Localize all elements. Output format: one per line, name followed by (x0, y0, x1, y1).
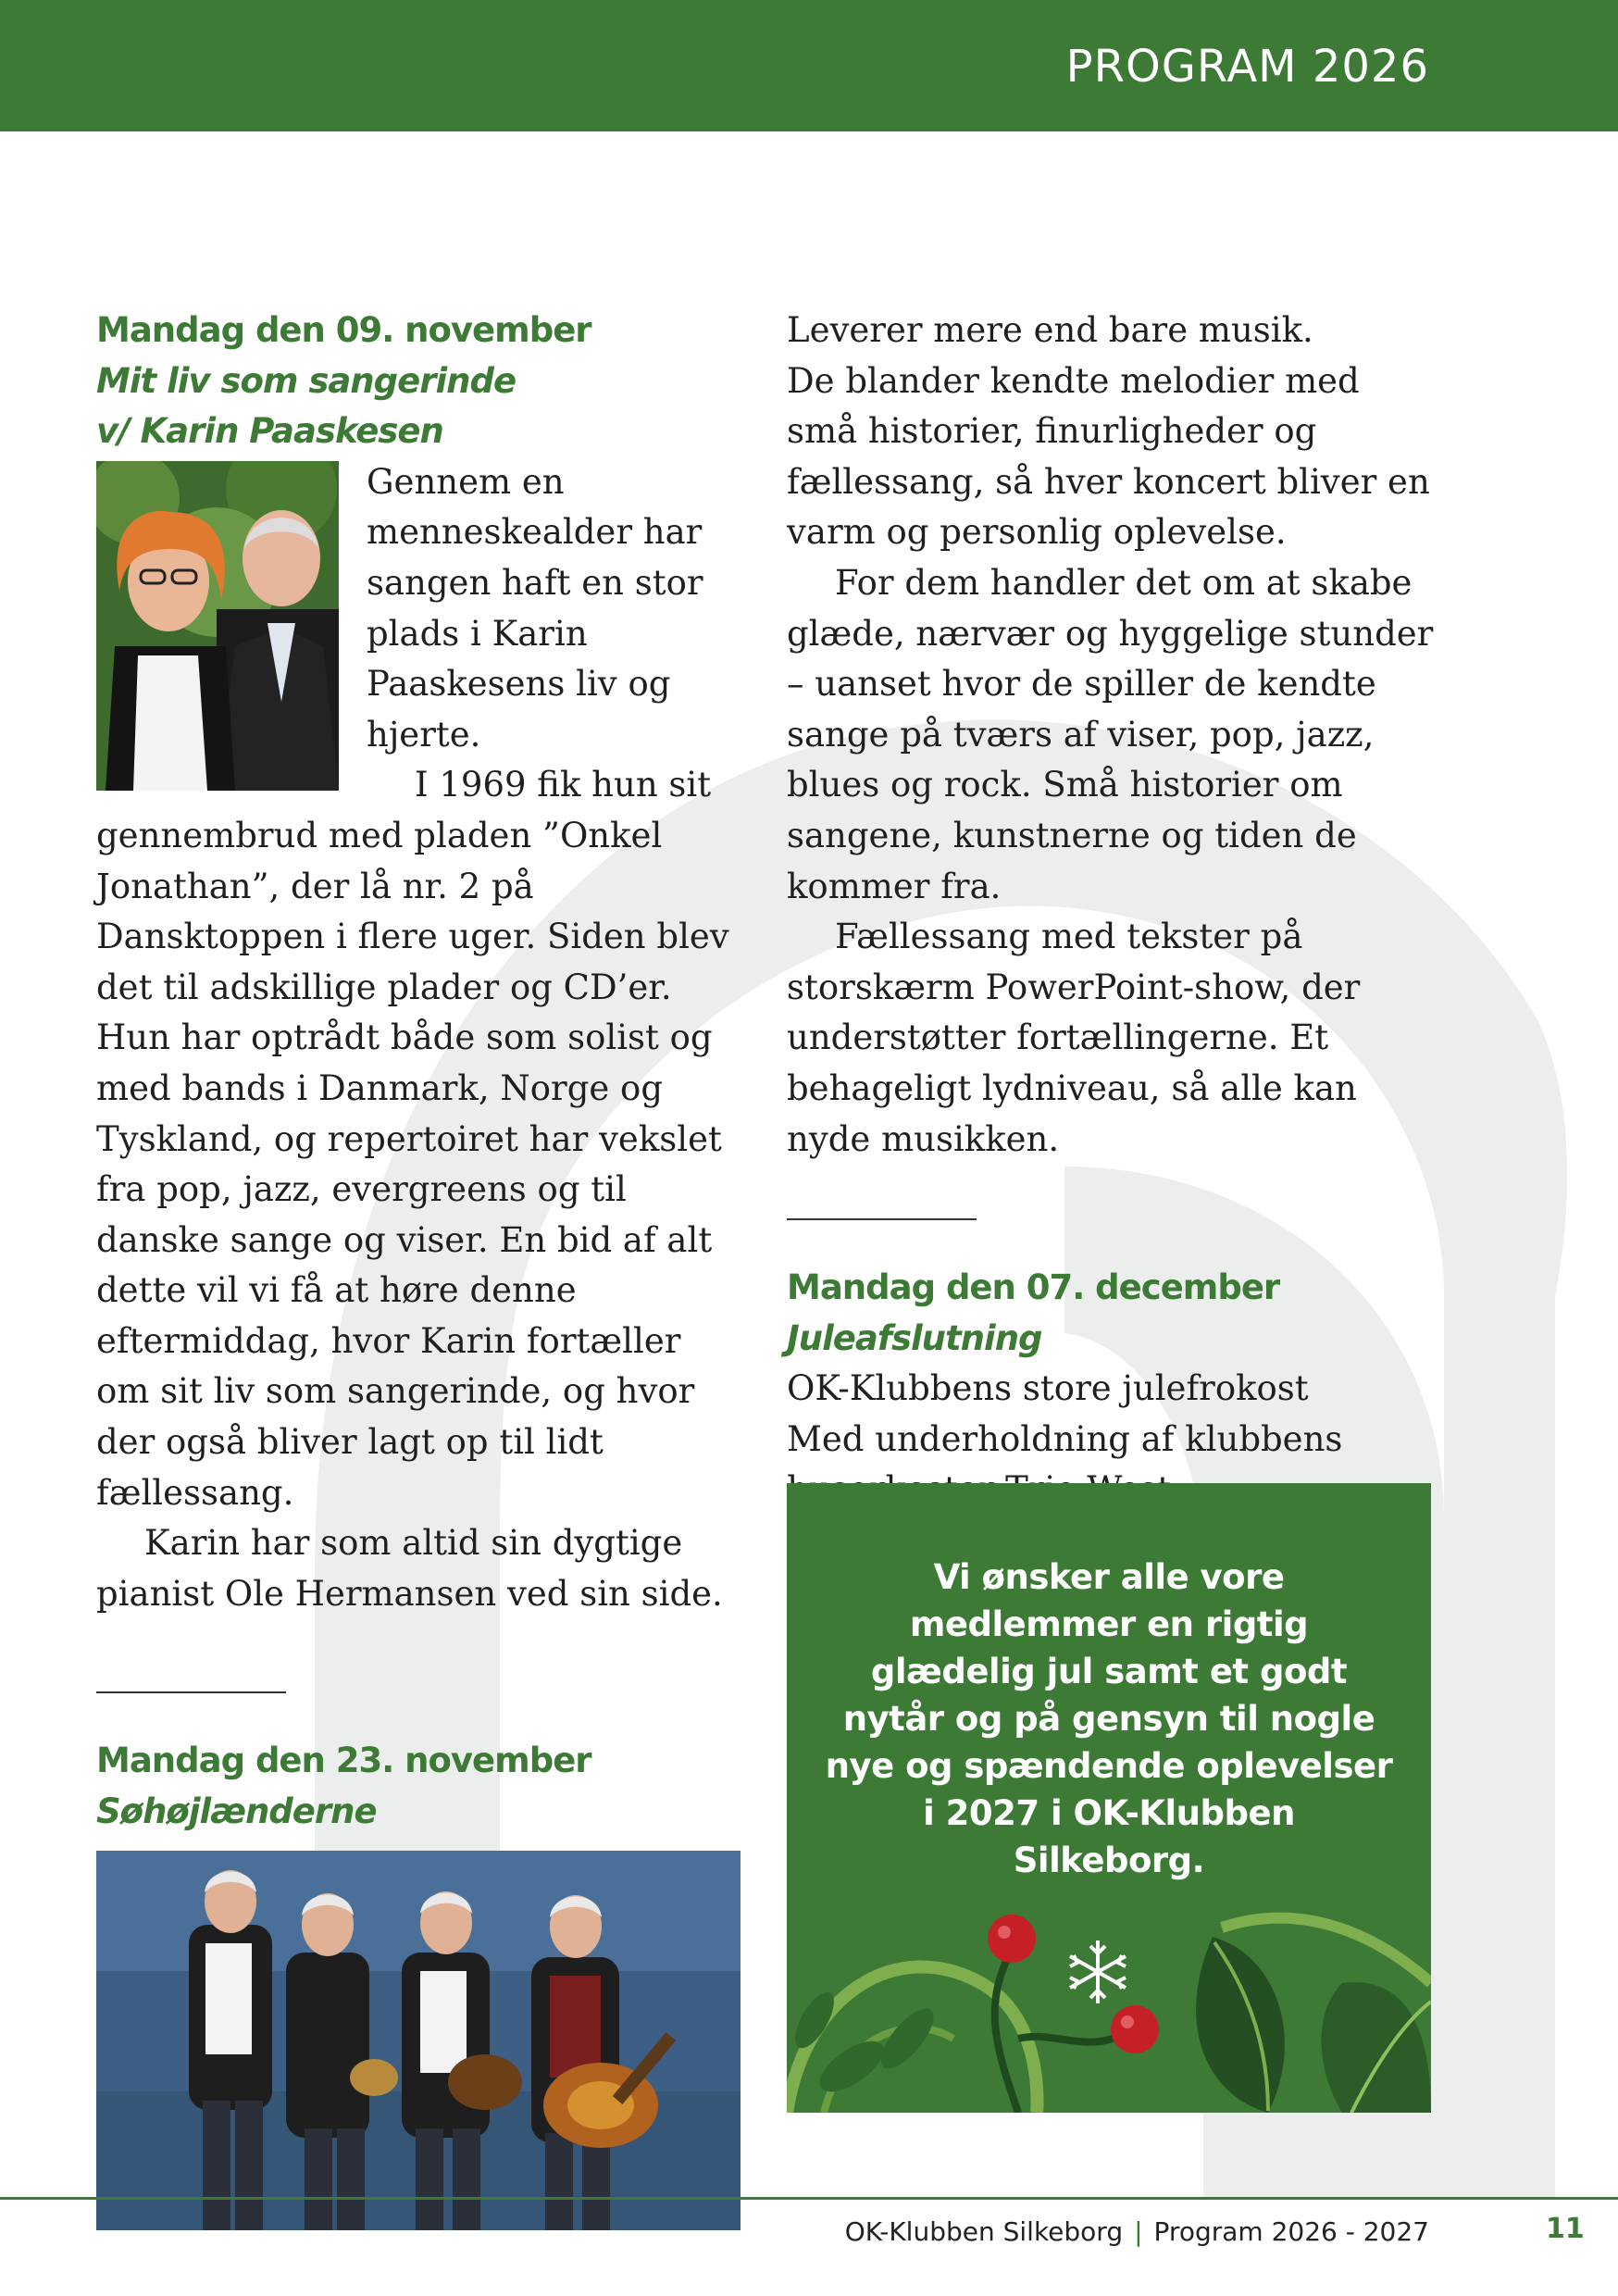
christmas-greeting-box (787, 1483, 1431, 2113)
event2-paragraph-2: De blander kendte melodier med små historier, finurligheder og fællessang, så hver koncert bliver en varm og personlig oplevelse. (787, 360, 1430, 553)
footer-rule (0, 2197, 1618, 2200)
event3-paragraph-2: Med underholdning af klubbens (787, 1418, 1343, 1459)
event-date-dec07: Mandag den 07. december (787, 1267, 1280, 1308)
event2-paragraph-1: Leverer mere end bare musik. (787, 310, 1313, 350)
left-column (96, 306, 744, 2230)
footer-program: Program 2026 - 2027 (1153, 2216, 1429, 2247)
sohojlaenderne-band-photo (96, 1851, 741, 2230)
event2-paragraph-3: For dem handler det om at skabe glæde, nærvær og hyggelige stunder – uanset hvor de spiller de kendte sange på tværs af viser, pop, jazz, blues og rock. Små historier om sangene, kunstnerne og tiden de kommer fra. (787, 562, 1434, 906)
footer-text (845, 2216, 1429, 2247)
event1-paragraph-1: Gennem en menneskealder har sangen haft en stor plads i Karin Paaskesens liv og hjerte. (367, 461, 703, 755)
page-header (0, 0, 1618, 131)
holly-decoration (787, 1881, 1431, 2113)
karin-paaskesen-photo (96, 461, 339, 791)
event3-paragraph-1: OK-Klubbens store julefrokost (787, 1368, 1309, 1409)
right-column (787, 306, 1435, 1516)
footer-club-name: OK-Klubben Silkeborg (844, 2216, 1124, 2247)
event1-paragraph-3: Hun har optrådt både som solist og med bands i Danmark, Norge og Tyskland, og repertoiret har vekslet fra pop, jazz, evergreens og til danske sange og viser. En bid af alt dette vil vi få at høre denne eftermiddag, hvor Karin fortæller om sit liv som sangerinde, og hvor der også bliver lagt op til lidt fællessang. (96, 1017, 722, 1513)
event1-paragraph-4: Karin har som altid sin dygtige pianist Ole Hermansen ved sin side. (96, 1523, 723, 1614)
event2-paragraph-4: Fællessang med tekster på storskærm PowerPoint-show, der understøtter fortællingerne. Et behageligt lydniveau, så alle kan nyde musikken. (787, 917, 1361, 1159)
event-title-nov23: Søhøjlænderne (96, 1791, 377, 1832)
greeting-text: Vi ønsker alle vore medlemmer en rigtig glædelig jul samt et godt nytår og på gensyn til nogle nye og spændende oplevelser i 2027 i OK-Klubben Silkeborg. (825, 1557, 1393, 1880)
page-number: 11 (1546, 2213, 1585, 2245)
header-title: PROGRAM 2026 (1065, 41, 1429, 93)
event1-paragraph-2: I 1969 fik hun sit gennembrud med pladen ”Onkel Jonathan”, der lå nr. 2 på Dansktoppen i flere uger. Siden blev det til adskillige plader og CD’er. (96, 765, 729, 1007)
event-date-nov23: Mandag den 23. november (96, 1741, 591, 1781)
event-title-nov09: Mit liv som sangerinde (96, 360, 517, 401)
event-date-nov09: Mandag den 09. november (96, 310, 591, 350)
footer-separator: | (1134, 2216, 1143, 2247)
event-presenter-nov09: v/ Karin Paaskesen (96, 411, 443, 452)
event-title-dec07: Juleafslutning (787, 1317, 1042, 1358)
